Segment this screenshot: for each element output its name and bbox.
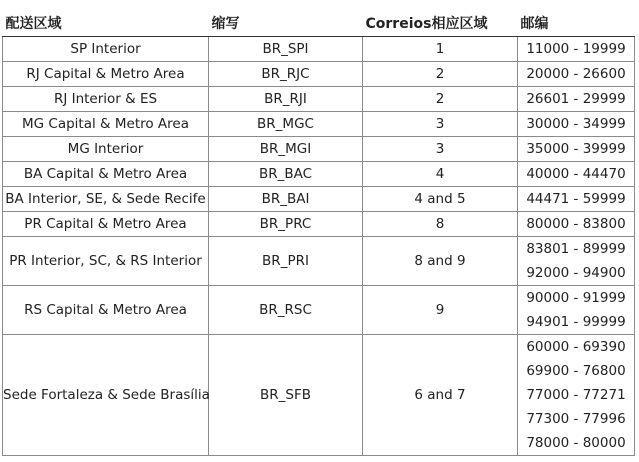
table-row: [3, 162, 635, 187]
code-cell: BR_BAC: [209, 162, 363, 187]
zip-cell: [518, 335, 635, 456]
zone-cell: MG Capital & Metro Area: [3, 112, 209, 137]
zip-range: 11000 - 19999: [526, 41, 626, 57]
code-cell: BR_PRC: [209, 212, 363, 237]
header-correios: Correios相应区域: [363, 9, 518, 37]
zone-cell: RJ Capital & Metro Area: [3, 62, 209, 87]
zip-range: 77000 - 77271: [526, 387, 626, 403]
correios-cell: 1: [363, 37, 518, 62]
correios-cell: 3: [363, 137, 518, 162]
zip-range: 26601 - 29999: [526, 91, 626, 107]
correios-cell: 4 and 5: [363, 187, 518, 212]
zone-cell: BA Interior, SE, & Sede Recife: [3, 187, 209, 212]
zip-range: 80000 - 83800: [526, 216, 626, 232]
zone-cell: PR Capital & Metro Area: [3, 212, 209, 237]
table-row: [3, 87, 635, 112]
zone-cell: Sede Fortaleza & Sede Brasília: [3, 335, 209, 456]
table-header: [3, 9, 635, 37]
code-cell: BR_SFB: [209, 335, 363, 456]
zip-range: 78000 - 80000: [526, 435, 626, 451]
zip-cell: [518, 62, 635, 87]
zip-cell: [518, 37, 635, 62]
zip-range: 94901 - 99999: [526, 314, 626, 330]
zip-cell: [518, 162, 635, 187]
zone-cell: BA Capital & Metro Area: [3, 162, 209, 187]
code-cell: BR_RJC: [209, 62, 363, 87]
zip-range: 83801 - 89999: [526, 241, 626, 257]
zip-range: 60000 - 69390: [526, 339, 626, 355]
zone-cell: MG Interior: [3, 137, 209, 162]
table-row: [3, 112, 635, 137]
code-cell: BR_RSC: [209, 286, 363, 335]
code-cell: BR_MGI: [209, 137, 363, 162]
code-cell: BR_SPI: [209, 37, 363, 62]
header-code: 缩写: [209, 9, 363, 37]
shipping-zone-table: [2, 9, 635, 456]
header-zone: 配送区域: [3, 9, 209, 37]
zip-range: 69900 - 76800: [526, 363, 626, 379]
zip-range: 35000 - 39999: [526, 141, 626, 157]
code-cell: BR_RJI: [209, 87, 363, 112]
table-row: [3, 137, 635, 162]
zip-range: 40000 - 44470: [526, 166, 626, 182]
code-cell: BR_MGC: [209, 112, 363, 137]
zip-cell: [518, 137, 635, 162]
correios-cell: 2: [363, 62, 518, 87]
zip-cell: [518, 87, 635, 112]
zone-cell: RS Capital & Metro Area: [3, 286, 209, 335]
table-row: [3, 37, 635, 62]
zip-cell: [518, 187, 635, 212]
code-cell: BR_PRI: [209, 237, 363, 286]
correios-cell: 4: [363, 162, 518, 187]
table-row: [3, 62, 635, 87]
zip-cell: [518, 237, 635, 286]
correios-cell: 9: [363, 286, 518, 335]
zone-cell: PR Interior, SC, & RS Interior: [3, 237, 209, 286]
code-cell: BR_BAI: [209, 187, 363, 212]
correios-cell: 2: [363, 87, 518, 112]
table-row: [3, 286, 635, 335]
zip-cell: [518, 286, 635, 335]
zip-cell: [518, 212, 635, 237]
header-zip: 邮编: [518, 9, 635, 37]
table-row: [3, 237, 635, 286]
table-row: [3, 212, 635, 237]
correios-cell: 8: [363, 212, 518, 237]
zip-range: 90000 - 91999: [526, 290, 626, 306]
table-body: [3, 37, 635, 456]
zip-cell: [518, 112, 635, 137]
zip-range: 44471 - 59999: [526, 191, 626, 207]
header-row: [3, 9, 635, 37]
correios-cell: 3: [363, 112, 518, 137]
zip-range: 92000 - 94900: [526, 265, 626, 281]
zip-range: 30000 - 34999: [526, 116, 626, 132]
table-row: [3, 335, 635, 456]
correios-cell: 8 and 9: [363, 237, 518, 286]
zone-cell: SP Interior: [3, 37, 209, 62]
table-row: [3, 187, 635, 212]
zip-range: 77300 - 77996: [526, 411, 626, 427]
zone-cell: RJ Interior & ES: [3, 87, 209, 112]
correios-cell: 6 and 7: [363, 335, 518, 456]
zip-range: 20000 - 26600: [526, 66, 626, 82]
